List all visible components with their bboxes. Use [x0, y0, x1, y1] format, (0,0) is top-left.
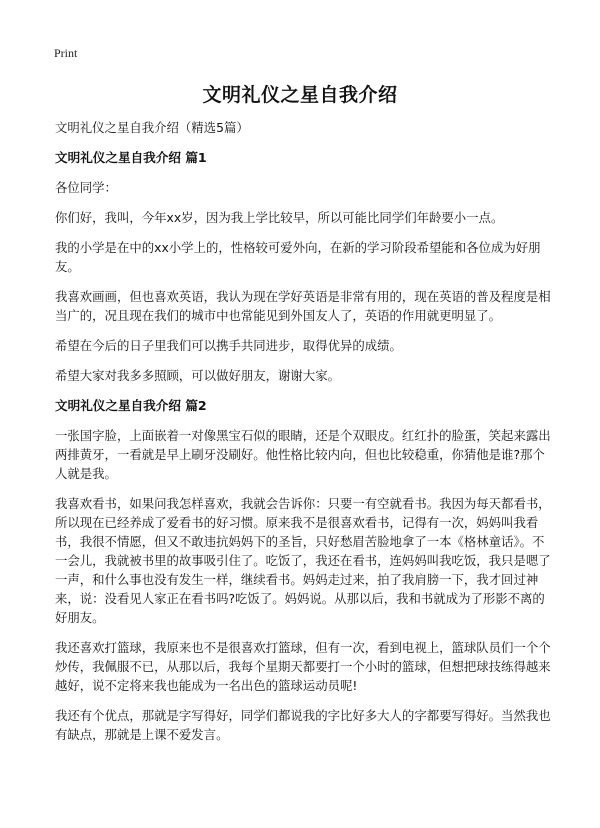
paragraph: 我喜欢看书，如果问我怎样喜欢，我就会告诉你：只要一有空就看书。我因为每天都看书，所以现在已经养成了爱看书的好习惯。原来我不是很喜欢看书，记得有一次，妈妈叫我看书，我很不情愿，但又不敢违抗妈妈下的圣旨，只好愁眉苦脸地拿了一本《格林童话》。不一会儿，我就被书里的故事吸引住了。吃饭了，我还在看书，连妈妈叫我吃饭，我只是嗯了一声，和什么事也没有发生一样，继续看书。妈妈走过来，拍了我肩膀一下，我才回过神来，说：没看见人家正在看书吗?吃饭了。妈妈说。从那以后，我和书就成为了形影不离的好朋友。 — [55, 496, 551, 625]
document-title: 文明礼仪之星自我介绍 — [202, 84, 398, 106]
paragraph: 希望在今后的日子里我们可以携手共同进步，取得优异的成绩。 — [55, 338, 402, 353]
paragraph: 一张国字脸，上面嵌着一对像黑宝石似的眼睛，还是个双眼皮。红红扑的脸蛋，笑起来露出两排黄牙，一看就是早上刷牙没刷好。他性格比较内向，但也比较稳重，你猜他是谁?那个人就是我。 — [55, 428, 551, 481]
intro-line: 文明礼仪之星自我介绍（精选5篇） — [55, 120, 249, 135]
paragraph: 各位同学： — [55, 180, 117, 195]
paragraph: 我的小学是在中的xx小学上的，性格较可爱外向，在新的学习阶段希望能和各位成为好朋友。 — [55, 240, 541, 274]
paragraph: 我还喜欢打篮球，我原来也不是很喜欢打篮球，但有一次，看到电视上，篮球队员们一个个炒传，我佩服不已，从那以后，我每个星期天都要打一个小时的篮球，但想把球技练得越来越好，说不定将来我也能成为一名出色的篮球运动员呢! — [55, 640, 551, 693]
paragraph: 你们好，我叫，今年xx岁，因为我上学比较早，所以可能比同学们年龄要小一点。 — [55, 210, 504, 225]
section-heading: 文明礼仪之星自我介绍 篇2 — [55, 398, 207, 413]
paragraph: 我还有个优点，那就是字写得好，同学们都说我的字比好多大人的字都要写得好。当然我也有缺点，那就是上课不爱发言。 — [55, 708, 551, 742]
section-heading: 文明礼仪之星自我介绍 篇1 — [55, 150, 207, 165]
paragraph: 希望大家对我多多照顾，可以做好朋友，谢谢大家。 — [55, 368, 340, 383]
print-label: Print — [54, 46, 78, 60]
paragraph: 我喜欢画画，但也喜欢英语，我认为现在学好英语是非常有用的，现在英语的普及程度是相当广的，况且现在我们的城市中也常能见到外国友人了，英语的作用就更明显了。 — [55, 289, 551, 323]
document-body — [55, 118, 555, 755]
